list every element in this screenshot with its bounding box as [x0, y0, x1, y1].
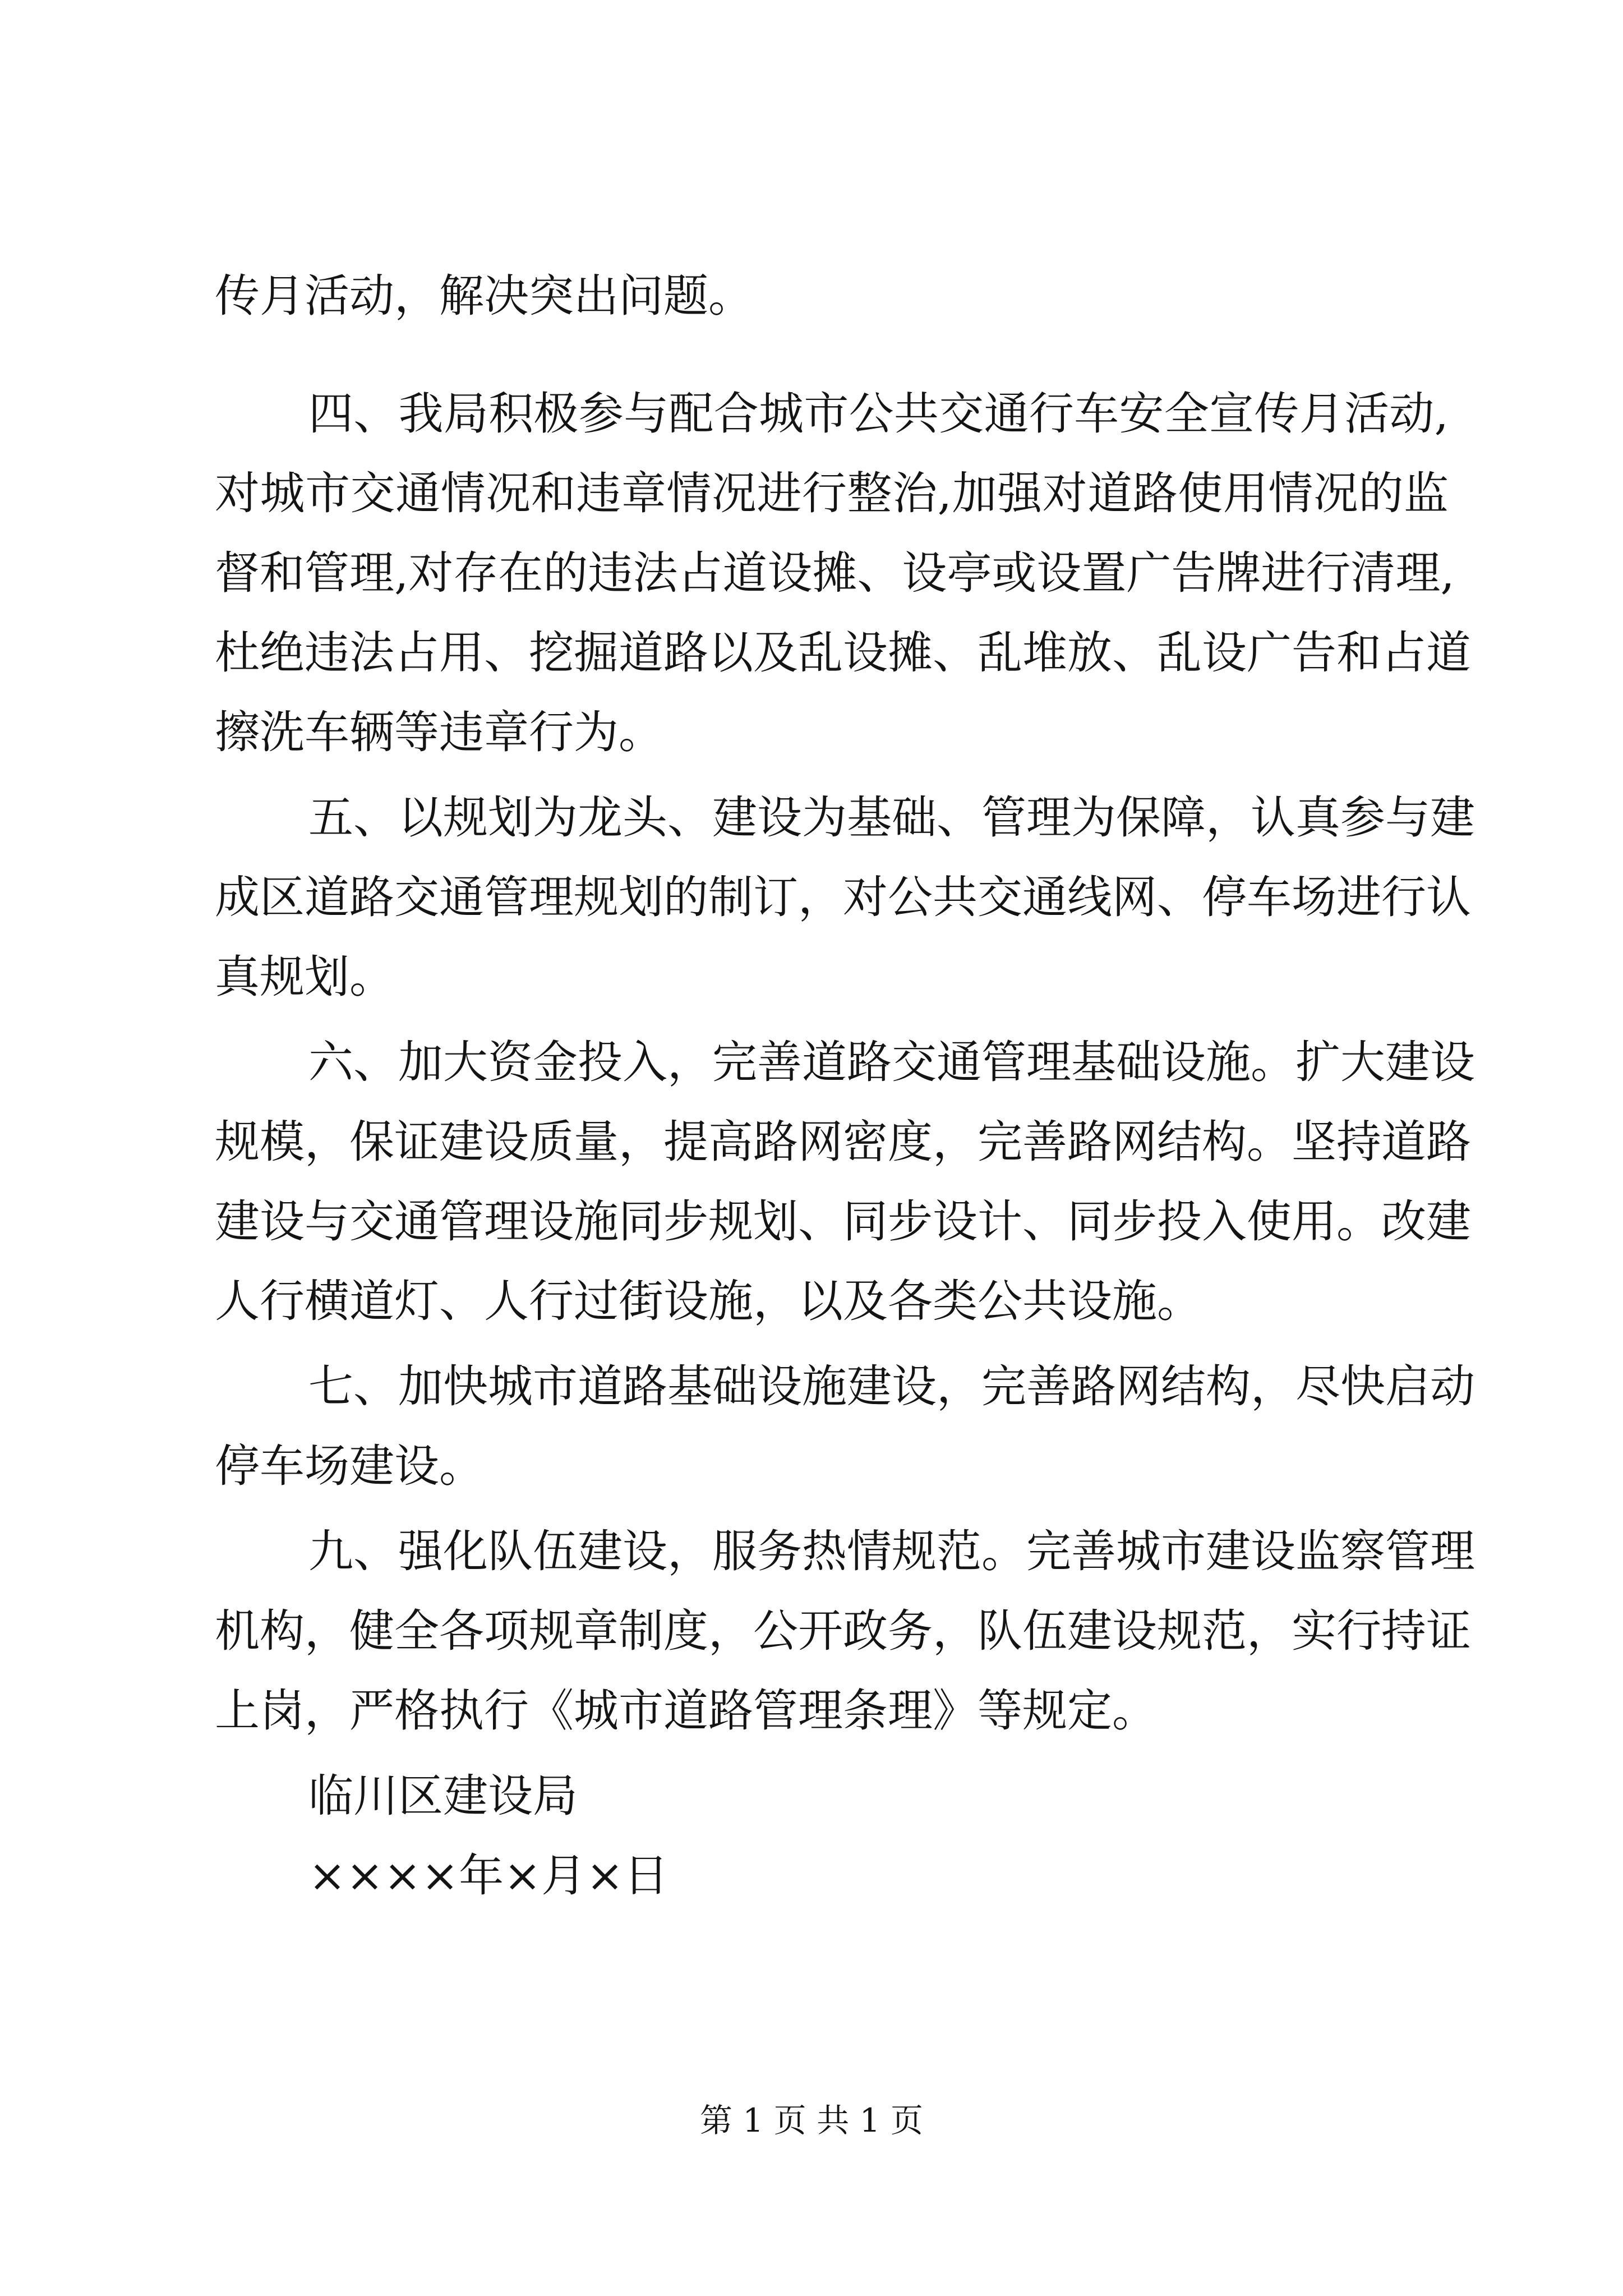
paragraph-line: 人行横道灯、人行过街设施，以及各类公共设施。	[215, 1275, 1202, 1327]
paragraph-line: 四、我局积极参与配合城市公共交通行车安全宣传月活动,	[308, 388, 1449, 440]
paragraph-line: 传月活动，解决突出问题。	[215, 270, 753, 322]
paragraph-line: 真规划。	[215, 951, 394, 1003]
paragraph-line: 机构，健全各项规章制度，公开政务，队伍建设规范，实行持证	[215, 1605, 1471, 1657]
paragraph-line: 停车场建设。	[215, 1440, 484, 1492]
paragraph-line: 七、加快城市道路基础设施建设，完善路网结构，尽快启动	[308, 1360, 1475, 1412]
paragraph-line: 擦洗车辆等违章行为。	[215, 706, 663, 758]
paragraph-line: 成区道路交通管理规划的制订，对公共交通线网、停车场进行认	[215, 871, 1471, 923]
paragraph-line: 督和管理,对存在的违法占道设摊、设亭或设置广告牌进行清理,	[215, 547, 1455, 599]
page-number-footer: 第 1 页 共 1 页	[700, 2101, 923, 2139]
paragraph-line: 五、以规划为龙头、建设为基础、管理为保障，认真参与建	[308, 792, 1475, 844]
paragraph-line: 六、加大资金投入，完善道路交通管理基础设施。扩大建设	[308, 1036, 1475, 1088]
paragraph-line: 九、强化队伍建设，服务热情规范。完善城市建设监察管理	[308, 1525, 1475, 1577]
paragraph-line: 杜绝违法占用、挖掘道路以及乱设摊、乱堆放、乱设广告和占道	[215, 627, 1471, 679]
paragraph-line: 建设与交通管理设施同步规划、同步设计、同步投入使用。改建	[215, 1195, 1471, 1248]
paragraph-line: 规模，保证建设质量，提高路网密度，完善路网结构。坚持道路	[215, 1116, 1471, 1168]
signature-organization: 临川区建设局	[308, 1770, 578, 1822]
paragraph-line: 上岗，严格执行《城市道路管理条理》等规定。	[215, 1685, 1157, 1737]
signature-date: ××××年×月×日	[308, 1849, 669, 1902]
paragraph-line: 对城市交通情况和违章情况进行整治,加强对道路使用情况的监	[215, 467, 1449, 519]
